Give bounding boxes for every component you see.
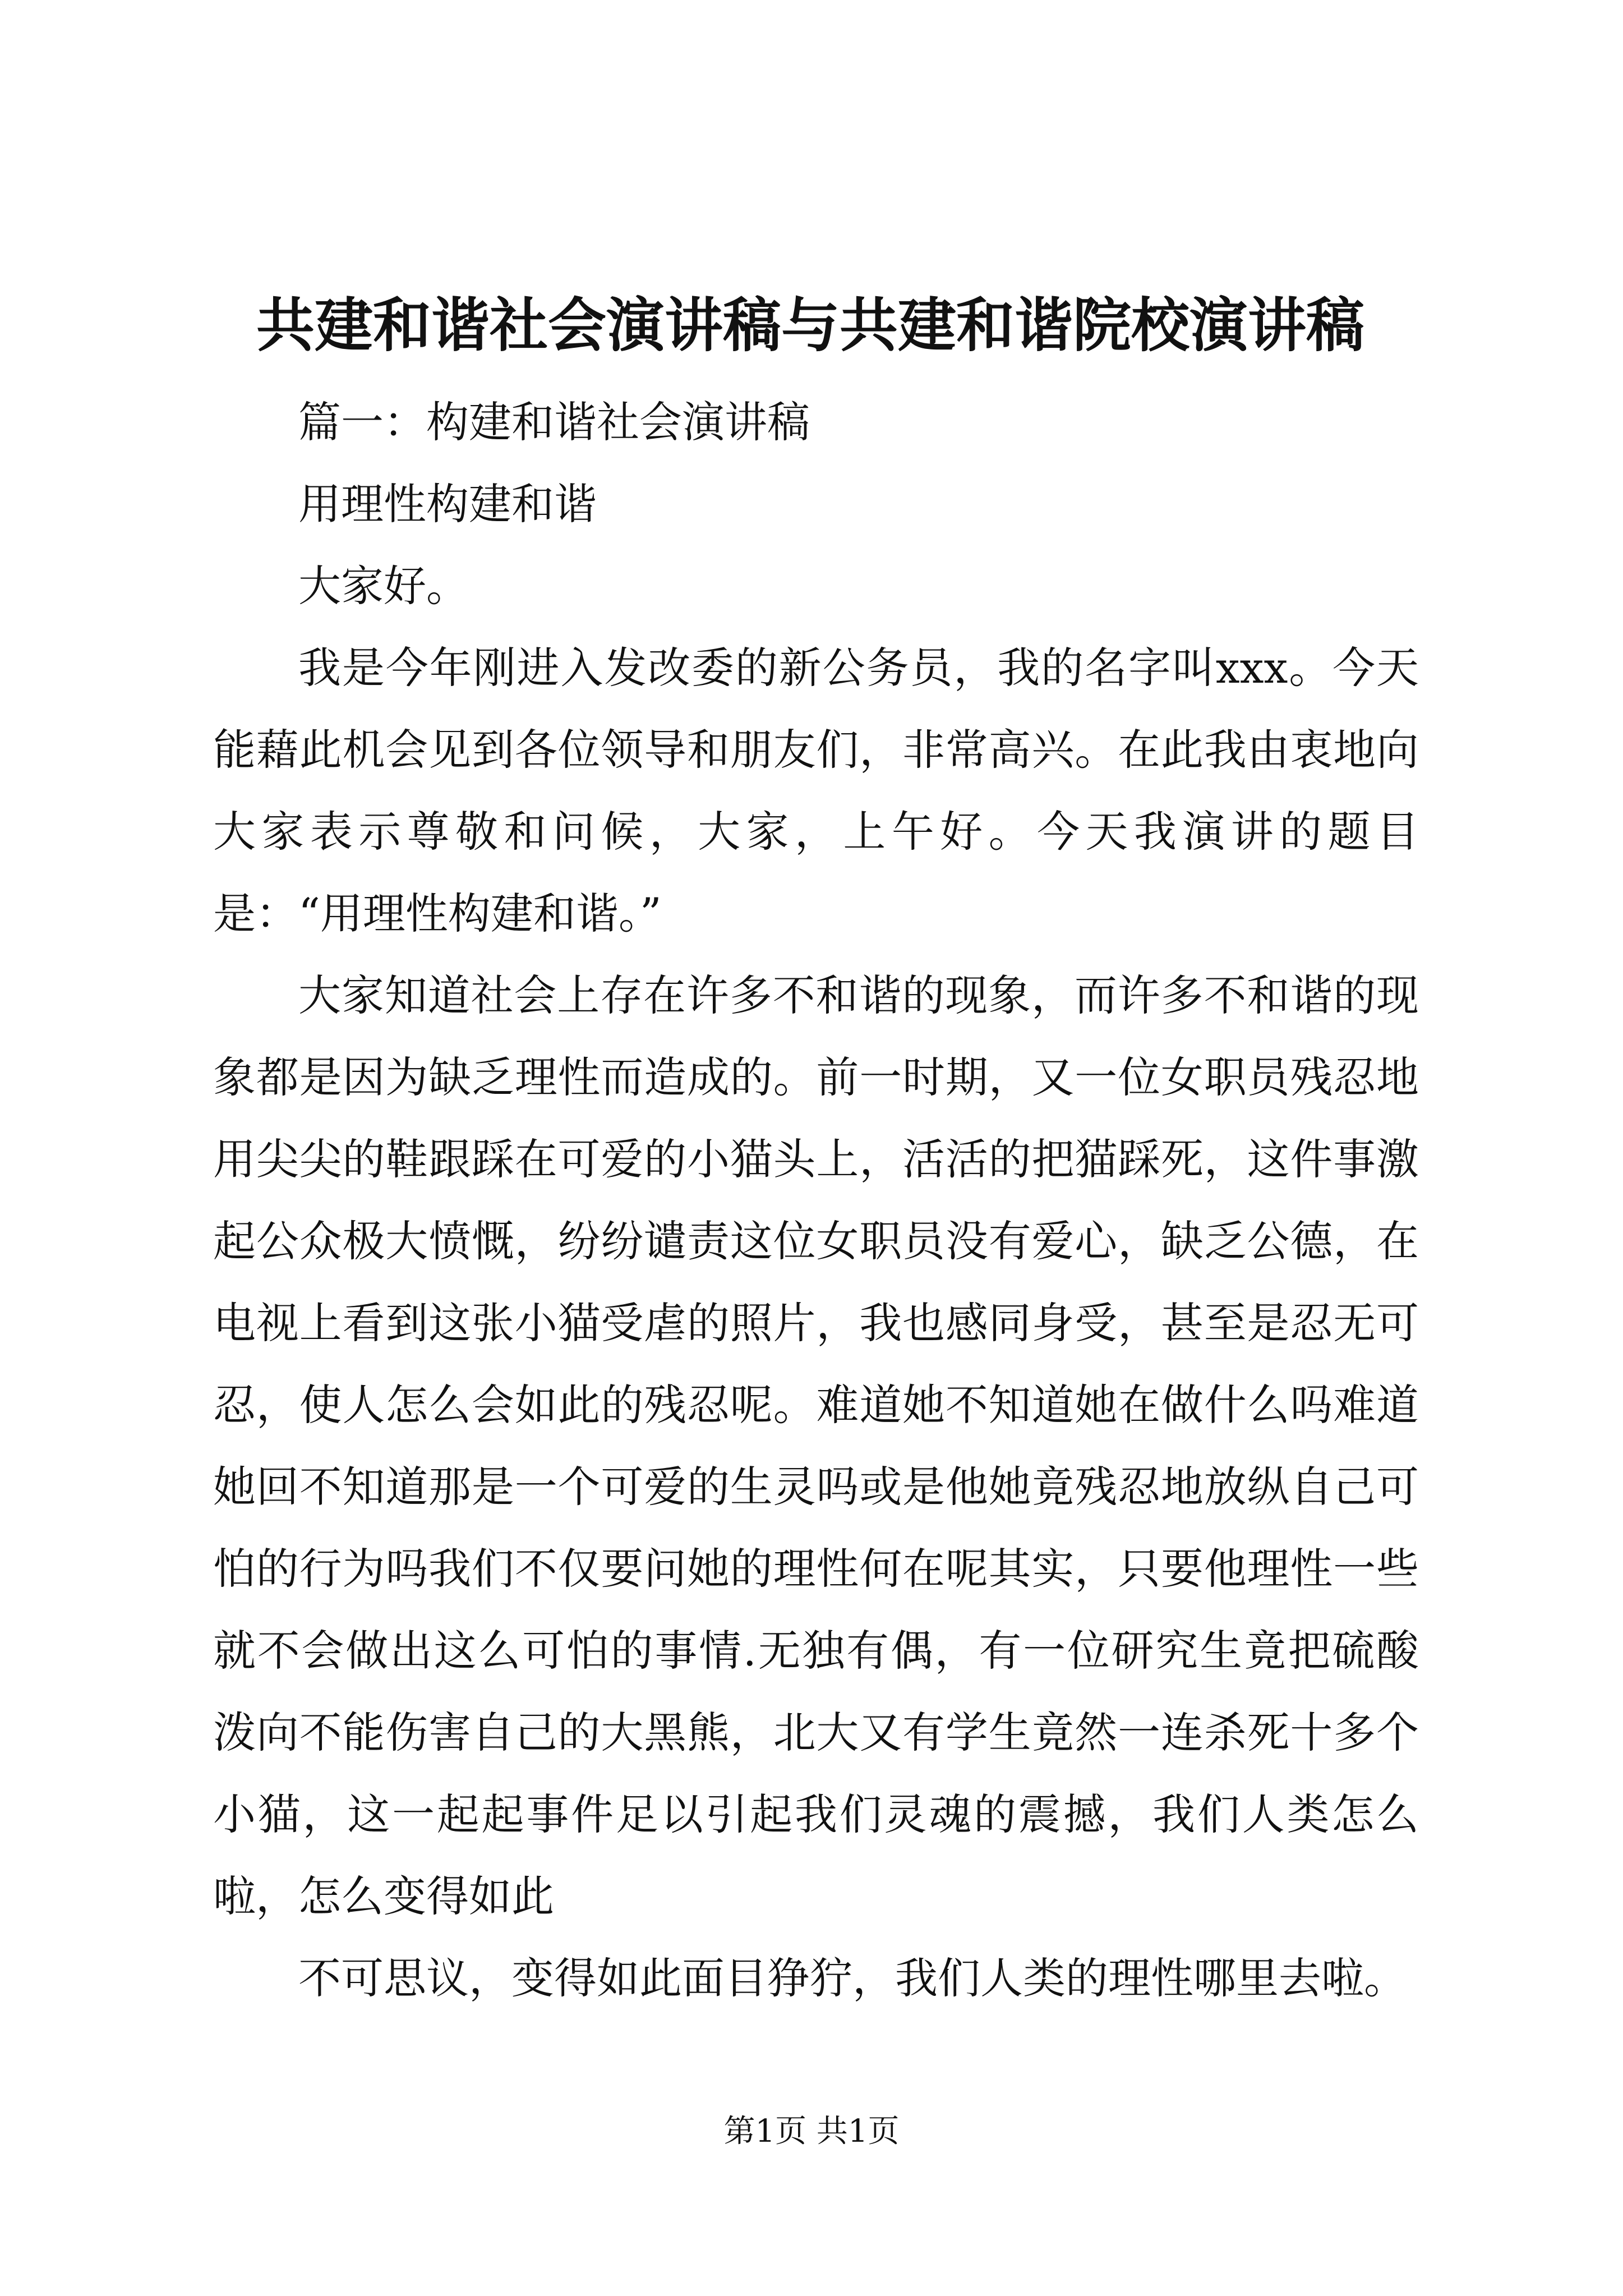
closing-paragraph: 不可思议，变得如此面目狰狞，我们人类的理性哪里去啦。 <box>298 1953 1407 2003</box>
speech-title: 用理性构建和谐 <box>298 479 597 529</box>
section-heading: 篇一：构建和谐社会演讲稿 <box>298 397 810 447</box>
document-body <box>213 381 1419 2019</box>
main-paragraph: 大家知道社会上存在许多不和谐的现象，而许多不和谐的现象都是因为缺乏理性而造成的。前一时期，又一位女职员残忍地用尖尖的鞋跟踩在可爱的小猫头上，活活的把猫踩死，这件事激起公众极大愤慨，纷纷谴责这位女职员没有爱心，缺乏公德，在电视上看到这张小猫受虐的照片，我也感同身受，甚至是忍无可忍，使人怎么会如此的残忍呢。难道她不知道她在做什么吗难道她回不知道那是一个可爱的生灵吗或是他她竟残忍地放纵自己可怕的行为吗我们不仅要问她的理性何在呢其实，只要他理性一些就不会做出这么可怕的事情.无独有偶，有一位研究生竟把硫酸泼向不能伤害自己的大黑熊，北大又有学生竟然一连杀死十多个小猫，这一起起事件足以引起我们灵魂的震撼，我们人类怎么啦，怎么变得如此 <box>213 970 1419 1921</box>
introduction-paragraph: 我是今年刚进入发改委的新公务员，我的名字叫xxx。今天能藉此机会见到各位领导和朋友们，非常高兴。在此我由衷地向大家表示尊敬和问候，大家，上午好。今天我演讲的题目是：“用理性构建和谐。” <box>213 643 1419 938</box>
document-title: 共建和谐社会演讲稿与共建和谐院校演讲稿 <box>256 291 1364 360</box>
greeting-paragraph: 大家好。 <box>298 561 469 611</box>
page-footer: 第1页 共1页 <box>723 2113 900 2150</box>
